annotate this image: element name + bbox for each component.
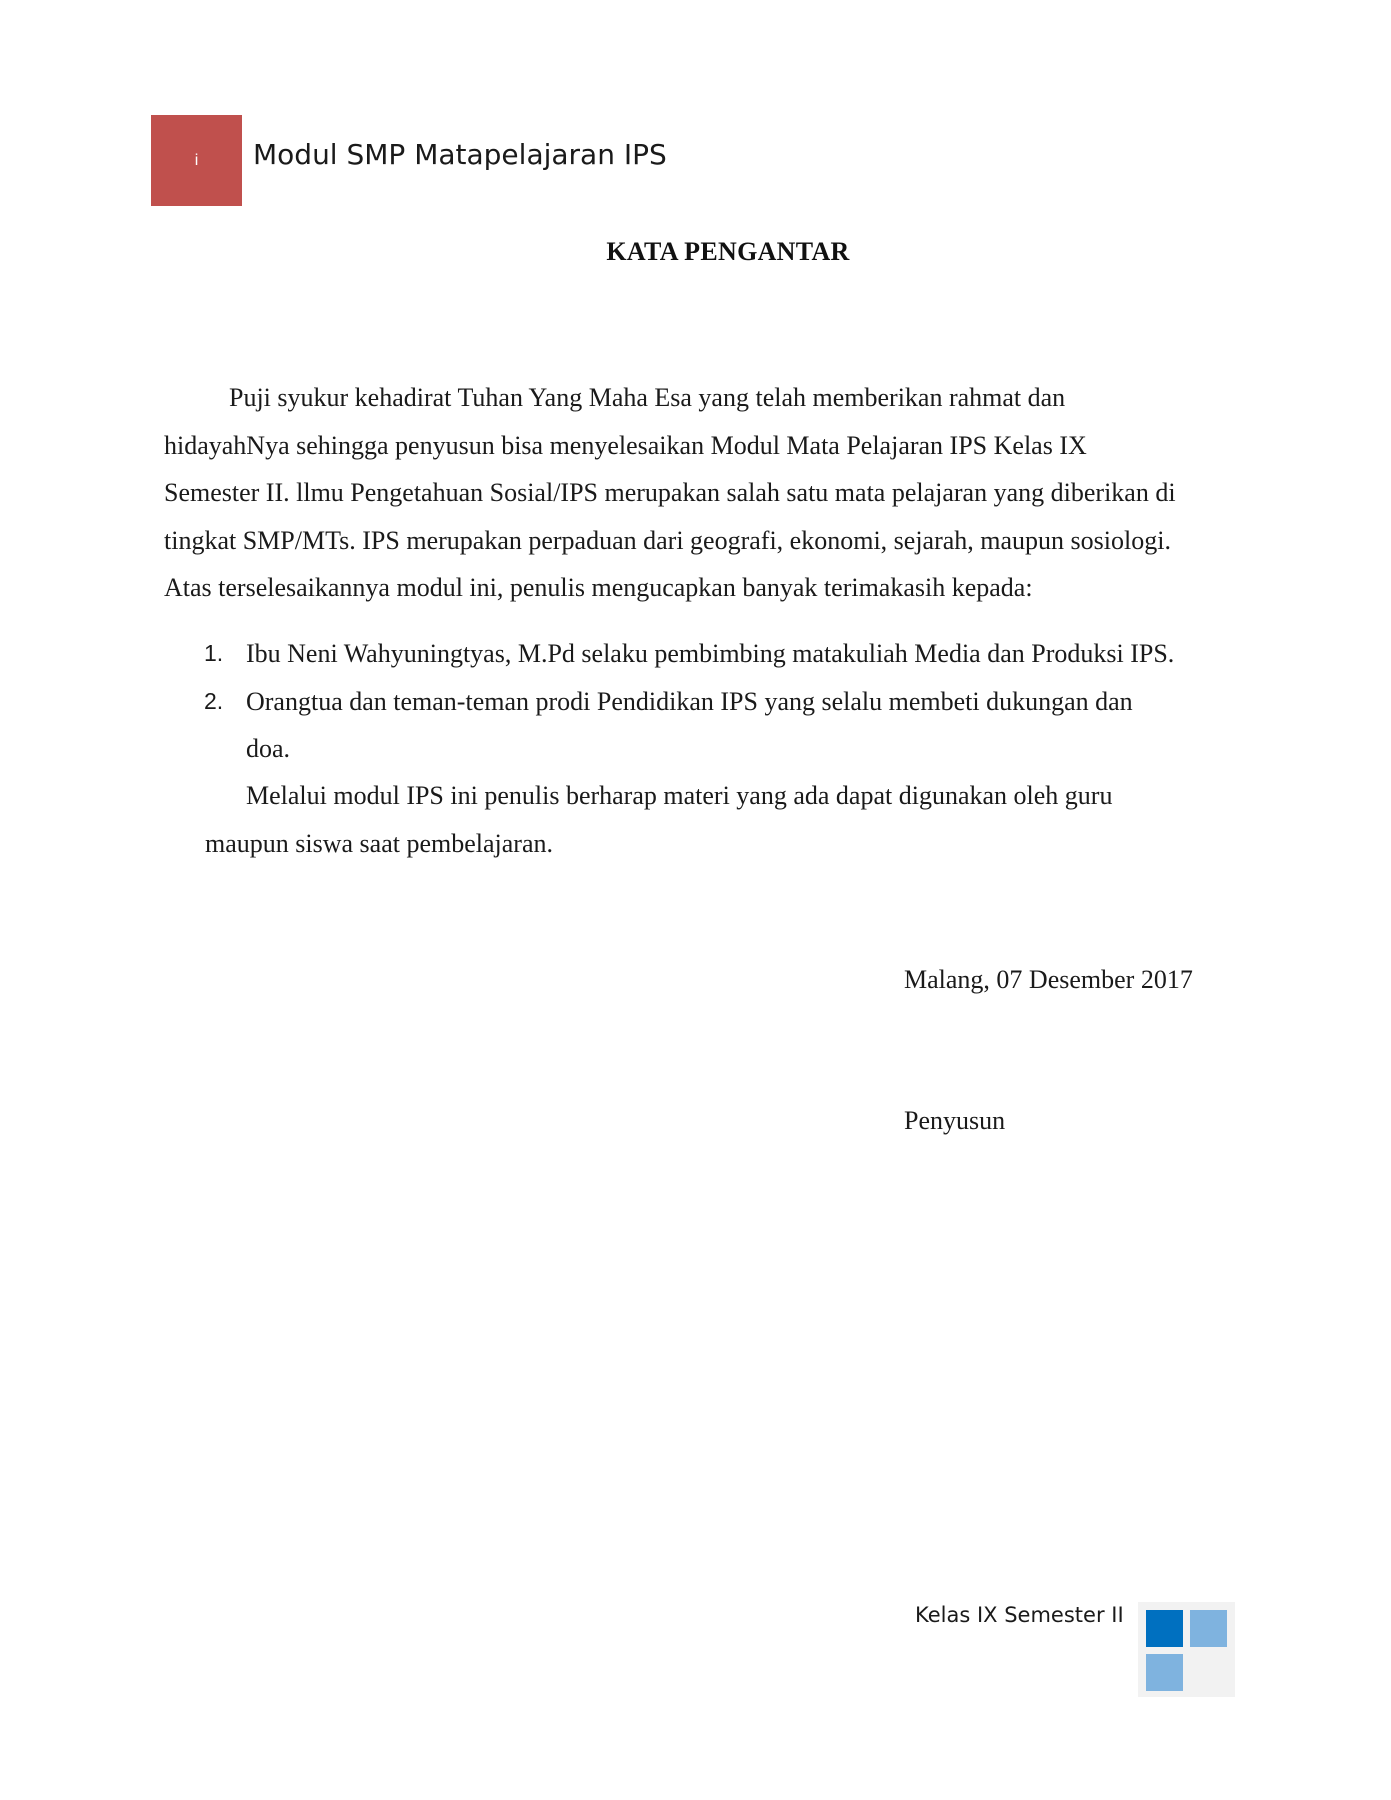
intro-line: hidayahNya sehingga penyusun bisa menyelesaikan Modul Mata Pelajaran IPS Kelas IX [164, 430, 1087, 460]
list-number: 1. [204, 640, 224, 666]
intro-line: Atas terselesaikannya modul ini, penulis mengucapkan banyak terimakasih kepada: [164, 573, 1033, 602]
logo-square [1146, 1610, 1183, 1647]
page-number-box [151, 115, 242, 206]
document-title: KATA PENGANTAR [606, 237, 850, 266]
list-item [164, 678, 1244, 773]
closing-paragraph [205, 772, 1245, 867]
page-number: i [194, 151, 199, 169]
list-number: 2. [204, 687, 224, 714]
author-signature: Penyusun [904, 1106, 1006, 1135]
intro-paragraph [164, 374, 1234, 612]
list-text: Orangtua dan teman-teman prodi Pendidikan IPS yang selalu membeti dukungan dan [246, 686, 1133, 716]
list-text: doa. [246, 734, 291, 763]
intro-line: tingkat SMP/MTs. IPS merupakan perpaduan dari geografi, ekonomi, sejarah, maupun sosiologi. [164, 525, 1171, 555]
closing-line: maupun siswa saat pembelajaran. [205, 828, 553, 858]
list-item [164, 630, 1244, 678]
place-date: Malang, 07 Desember 2017 [904, 965, 1193, 994]
closing-line: Melalui modul IPS ini penulis berharap materi yang ada dapat digunakan oleh guru [246, 781, 1113, 810]
acknowledgement-list [164, 630, 1244, 773]
module-title: Modul SMP Matapelajaran IPS [253, 138, 667, 171]
intro-line: Semester II. llmu Pengetahuan Sosial/IPS merupakan salah satu mata pelajaran yang diberikan di [164, 478, 1176, 507]
logo-square [1146, 1654, 1183, 1691]
footer-class-semester: Kelas IX Semester II [915, 1603, 1124, 1627]
intro-line: Puji syukur kehadirat Tuhan Yang Maha Esa yang telah memberikan rahmat dan [229, 383, 1066, 412]
footer-squares-logo [1138, 1602, 1235, 1697]
logo-square [1190, 1610, 1227, 1647]
list-text: Ibu Neni Wahyuningtyas, M.Pd selaku pembimbing matakuliah Media dan Produksi IPS. [246, 639, 1175, 668]
